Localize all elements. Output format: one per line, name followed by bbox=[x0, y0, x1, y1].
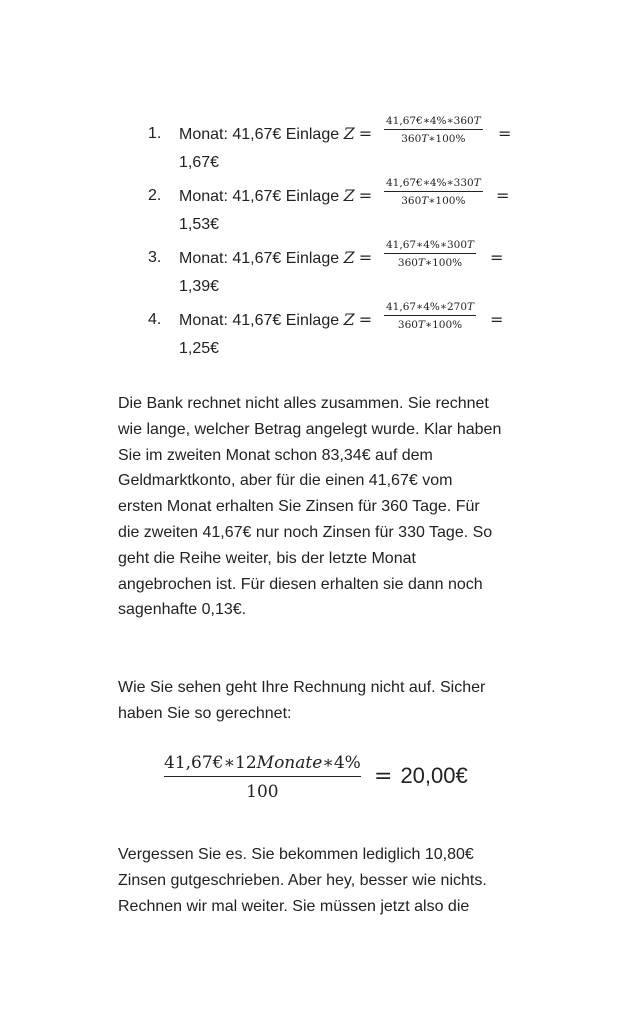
fraction-numerator: 41,67∗4%∗300𝑇 bbox=[386, 239, 475, 251]
list-lead: Monat: 41,67€ Einlage bbox=[179, 188, 344, 205]
fraction-denominator: 100 bbox=[246, 782, 279, 802]
list-text bbox=[179, 124, 376, 145]
list-result: 1,25€ bbox=[179, 340, 220, 357]
equals-sign: = bbox=[374, 764, 393, 789]
fraction-bar bbox=[384, 129, 483, 130]
equals-sign: = bbox=[358, 124, 373, 143]
text-line: Rechnen wir mal weiter. Sie müssen jetzt also die bbox=[118, 897, 470, 915]
text-line: haben Sie so gerechnet: bbox=[118, 704, 292, 722]
formula-variable: Z bbox=[343, 310, 355, 329]
list-text bbox=[179, 248, 376, 269]
text-line: geht die Reihe weiter, bis der letzte Monat bbox=[118, 549, 416, 567]
formula-variable: Z bbox=[343, 186, 355, 205]
fraction-denominator: 360𝑇∗100% bbox=[401, 195, 466, 207]
formula-result-value: 20,00€ bbox=[400, 763, 468, 788]
formula-fraction bbox=[384, 114, 483, 146]
formula-fraction bbox=[384, 176, 483, 208]
text-line: Sie im zweiten Monat schon 83,34€ auf dem bbox=[118, 446, 433, 464]
list-text bbox=[179, 186, 376, 207]
equals-sign: = bbox=[358, 248, 373, 267]
fraction-bar bbox=[384, 253, 476, 254]
list-lead: Monat: 41,67€ Einlage bbox=[179, 250, 344, 267]
fraction-numerator: 41,67€∗4%∗360𝑇 bbox=[386, 115, 481, 127]
paragraph-explanation bbox=[118, 391, 528, 623]
fraction-denominator: 360𝑇∗100% bbox=[397, 319, 463, 331]
formula-variable: Z bbox=[343, 124, 355, 143]
list-text bbox=[179, 310, 376, 331]
equals-sign: = bbox=[358, 186, 373, 205]
text-line: Die Bank rechnet nicht alles zusammen. Sie rechnet bbox=[118, 395, 489, 412]
list-result: 1,39€ bbox=[179, 278, 220, 295]
formula-fraction bbox=[384, 300, 476, 332]
text-line: Zinsen gutgeschrieben. Aber hey, besser wie nichts. bbox=[118, 871, 487, 889]
equals-sign: = bbox=[496, 186, 510, 205]
list-number: 3. bbox=[148, 249, 162, 266]
text-line: Wie Sie sehen geht Ihre Rechnung nicht auf. Sicher bbox=[118, 679, 486, 696]
list-result: 1,53€ bbox=[179, 216, 220, 233]
list-number: 1. bbox=[148, 125, 162, 142]
paragraph-conclusion bbox=[118, 842, 528, 919]
text-line: Vergessen Sie es. Sie bekommen lediglich 10,80€ bbox=[118, 846, 474, 863]
fraction-denominator: 360𝑇∗100% bbox=[401, 133, 466, 145]
paragraph-intro-formula bbox=[118, 675, 528, 727]
list-result: 1,67€ bbox=[179, 154, 220, 171]
formula-fraction bbox=[384, 238, 476, 270]
list-lead: Monat: 41,67€ Einlage bbox=[179, 312, 344, 329]
equals-sign: = bbox=[490, 310, 504, 329]
list-number: 4. bbox=[148, 311, 162, 328]
text-line: die zweiten 41,67€ nur noch Zinsen für 330 Tage. So bbox=[118, 523, 493, 541]
text-line: sagenhafte 0,13€. bbox=[118, 601, 247, 619]
text-line: angebrochen ist. Für diesen erhalten sie dann noch bbox=[118, 575, 483, 593]
list-number: 2. bbox=[148, 187, 162, 204]
fraction-numerator: 41,67€∗4%∗330𝑇 bbox=[386, 177, 481, 189]
text-line: Geldmarktkonto, aber für die einen 41,67€ vom bbox=[118, 472, 453, 490]
list-lead: Monat: 41,67€ Einlage bbox=[179, 126, 344, 143]
fraction-bar bbox=[384, 191, 483, 192]
text-line: wie lange, welcher Betrag angelegt wurde. Klar haben bbox=[118, 420, 502, 438]
fraction-denominator: 360𝑇∗100% bbox=[397, 257, 463, 269]
fraction-bar bbox=[384, 315, 476, 316]
text-line: ersten Monat erhalten Sie Zinsen für 360 Tage. Für bbox=[118, 498, 480, 516]
fraction-bar bbox=[164, 776, 361, 777]
formula-result bbox=[374, 763, 468, 790]
equals-sign: = bbox=[498, 124, 512, 143]
formula-variable: Z bbox=[343, 248, 355, 267]
equals-sign: = bbox=[358, 310, 373, 329]
formula-fraction-large bbox=[164, 752, 361, 803]
equals-sign: = bbox=[490, 248, 504, 267]
fraction-numerator: 41,67€∗12𝑀𝑜𝑛𝑎𝑡𝑒∗4% bbox=[164, 753, 361, 773]
fraction-numerator: 41,67∗4%∗270𝑇 bbox=[386, 301, 475, 313]
